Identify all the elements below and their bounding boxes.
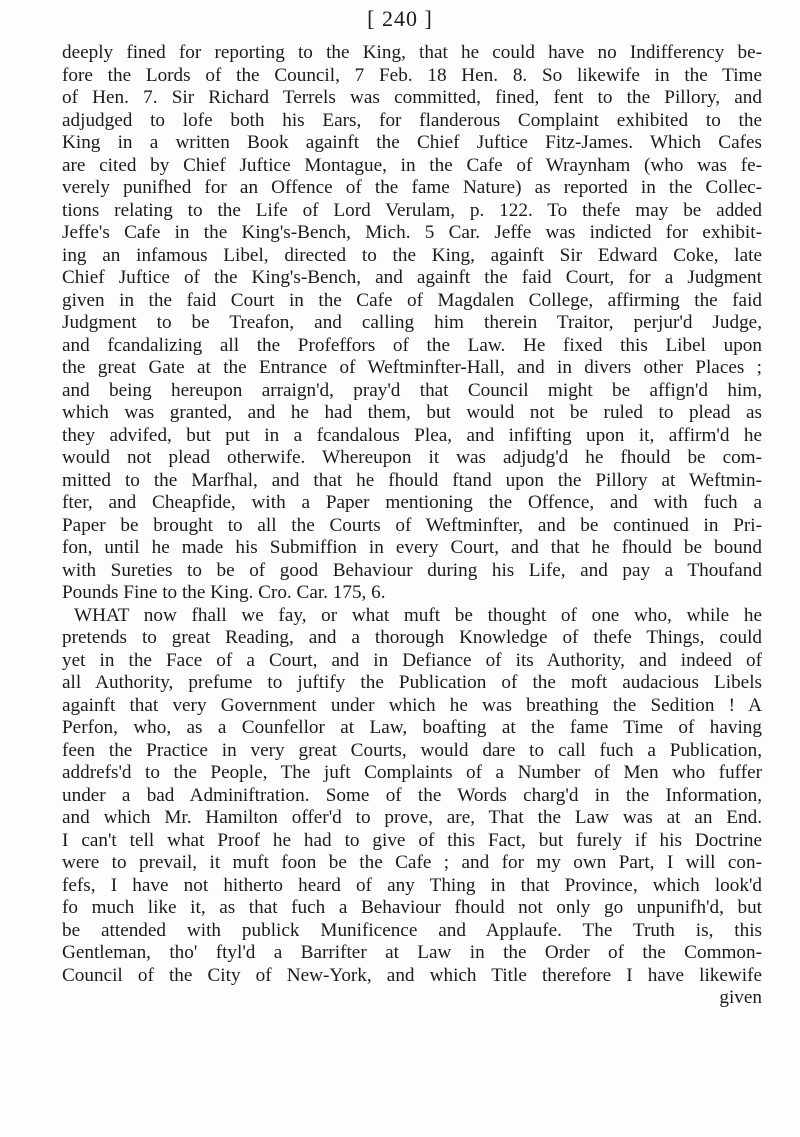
text-line: would not plead otherwife. Whereupon it was adjudg'd he fhould be com- [62,447,762,468]
text-line: mitted to the Marfhal, and that he fhould ftand upon the Pillory at Weftmin- [62,469,762,491]
text-line: and being hereupon arraign'd, pray'd that Council might be affign'd him, [62,379,762,401]
text-line: yet in the Face of a Court, and in Defiance of its Authority, and indeed of [62,649,762,671]
text-line: the great Gate at the Entrance of Weftminfter-Hall, and in divers other Places ; [62,357,762,378]
text-line: they advifed, but put in a fcandalous Plea, and infifting upon it, affirm'd he [62,424,762,446]
catchword: given [719,987,762,1008]
body-text [62,42,762,1010]
text-line: be attended with publick Munificence and Applaufe. The Truth is, this [62,919,762,941]
text-line: tions relating to the Life of Lord Verulam, p. 122. To thefe may be added [62,199,762,221]
text-line: againft that very Government under which he was breathing the Sedition ! A [62,694,762,716]
text-line: Council of the City of New-York, and which Title therefore I have likewife [62,964,762,986]
text-line: feen the Practice in very great Courts, would dare to call fuch a Publication, [62,739,762,761]
text-line: fo much like it, as that fuch a Behaviour fhould not only go unpunifh'd, but [62,897,762,918]
text-line: Pounds Fine to the King. Cro. Car. 175, 6. [62,582,386,603]
page-number: [ 240 ] [367,6,433,31]
text-line: and fcandalizing all the Profeffors of the Law. He fixed this Libel upon [62,334,762,356]
text-line: of Hen. 7. Sir Richard Terrels was committed, fined, fent to the Pillory, and [62,87,762,108]
text-line: given in the faid Court in the Cafe of Magdalen College, affirming the faid [62,289,762,311]
text-line: fter, and Cheapfide, with a Paper mentioning the Offence, and with fuch a [62,492,762,513]
text-line: pretends to great Reading, and a thorough Knowledge of thefe Things, could [62,627,762,648]
text-line: are cited by Chief Juftice Montague, in the Cafe of Wraynham (who was fe- [62,154,762,176]
text-line: Perfon, who, as a Counfellor at Law, boafting at the fame Time of having [62,717,762,738]
text-line: adjudged to lofe both his Ears, for flanderous Complaint exhibited to the [62,109,762,131]
text-line: WHAT now fhall we fay, or what muft be thought of one who, while he [74,604,762,626]
text-line: deeply fined for reporting to the King, that he could have no Indifferency be- [62,42,762,63]
text-line: I can't tell what Proof he had to give of this Fact, but furely if his Doctrine [62,829,762,851]
text-line: under a bad Adminiftration. Some of the Words charg'd in the Information, [62,784,762,806]
text-line: ing an infamous Libel, directed to the King, againft Sir Edward Coke, late [62,244,762,266]
text-line: with Sureties to be of good Behaviour during his Life, and pay a Thoufand [62,559,762,581]
text-line: Chief Juftice of the King's-Bench, and againft the faid Court, for a Judgment [62,267,762,288]
text-line: were to prevail, it muft foon be the Cafe ; and for my own Part, I will con- [62,852,762,873]
text-line: Paper be brought to all the Courts of Weftminfter, and be continued in Pri- [62,514,762,536]
text-line: and which Mr. Hamilton offer'd to prove, are, That the Law was at an End. [62,807,762,828]
text-line: King in a written Book againft the Chief Juftice Fitz-James. Which Cafes [62,132,762,153]
text-line: fore the Lords of the Council, 7 Feb. 18 Hen. 8. So likewife in the Time [62,64,762,86]
text-line: addrefs'd to the People, The juft Complaints of a Number of Men who fuffer [62,762,762,783]
text-line: verely punifhed for an Offence of the fame Nature) as reported in the Collec- [62,177,762,198]
text-line: fon, until he made his Submiffion in every Court, and that he fhould be bound [62,537,762,558]
text-line: fefs, I have not hitherto heard of any Thing in that Province, which look'd [62,874,762,896]
text-line: which was granted, and he had them, but would not be ruled to plead as [62,402,762,423]
text-line: Judgment to be Treafon, and calling him therein Traitor, perjur'd Judge, [62,312,762,333]
text-line: Jeffe's Cafe in the King's-Bench, Mich. 5 Car. Jeffe was indicted for exhibit- [62,222,762,243]
text-line: all Authority, prefume to juftify the Publication of the moft audacious Libels [62,672,762,693]
text-line: Gentleman, tho' ftyl'd a Barrifter at Law in the Order of the Common- [62,942,762,963]
